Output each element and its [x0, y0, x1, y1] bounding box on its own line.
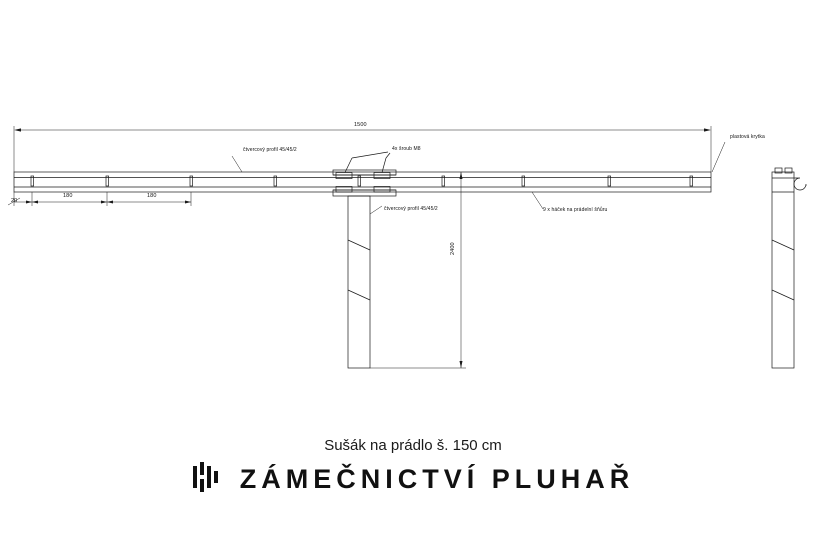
annotation-profile-top: čtvercový profil 45/45/2: [243, 147, 297, 153]
page-title: Sušák na prádlo š. 150 cm: [324, 437, 502, 454]
brand-logo: [0, 462, 826, 497]
dimension-2400: [370, 172, 466, 368]
dimension-label-1500: 1500: [354, 122, 367, 128]
annotation-plastic-cap: plastová krytka: [730, 134, 765, 140]
annotation-bolts: 4x šroub M8: [392, 146, 421, 152]
dimension-label-20: 20: [11, 198, 18, 204]
bolt-plate-assembly: [333, 152, 396, 196]
dimension-spacing: [8, 192, 191, 206]
dimension-label-180-b: 180: [147, 193, 157, 199]
dimension-1500: [14, 126, 711, 172]
dimension-label-2400: 2400: [450, 242, 456, 255]
vertical-post: [348, 196, 370, 368]
annotation-hooks: 9 x háček na prádelní šňůru: [543, 207, 608, 213]
dimension-label-180-a: 180: [63, 193, 73, 199]
leader-lines: [232, 142, 725, 214]
side-view-post: [772, 168, 806, 368]
bars-logo-icon: [192, 462, 226, 497]
brand-name: ZÁMEČNICTVÍ PLUHAŘ: [239, 464, 635, 494]
annotation-profile-post: čtvercový profil 45/45/2: [384, 206, 438, 212]
